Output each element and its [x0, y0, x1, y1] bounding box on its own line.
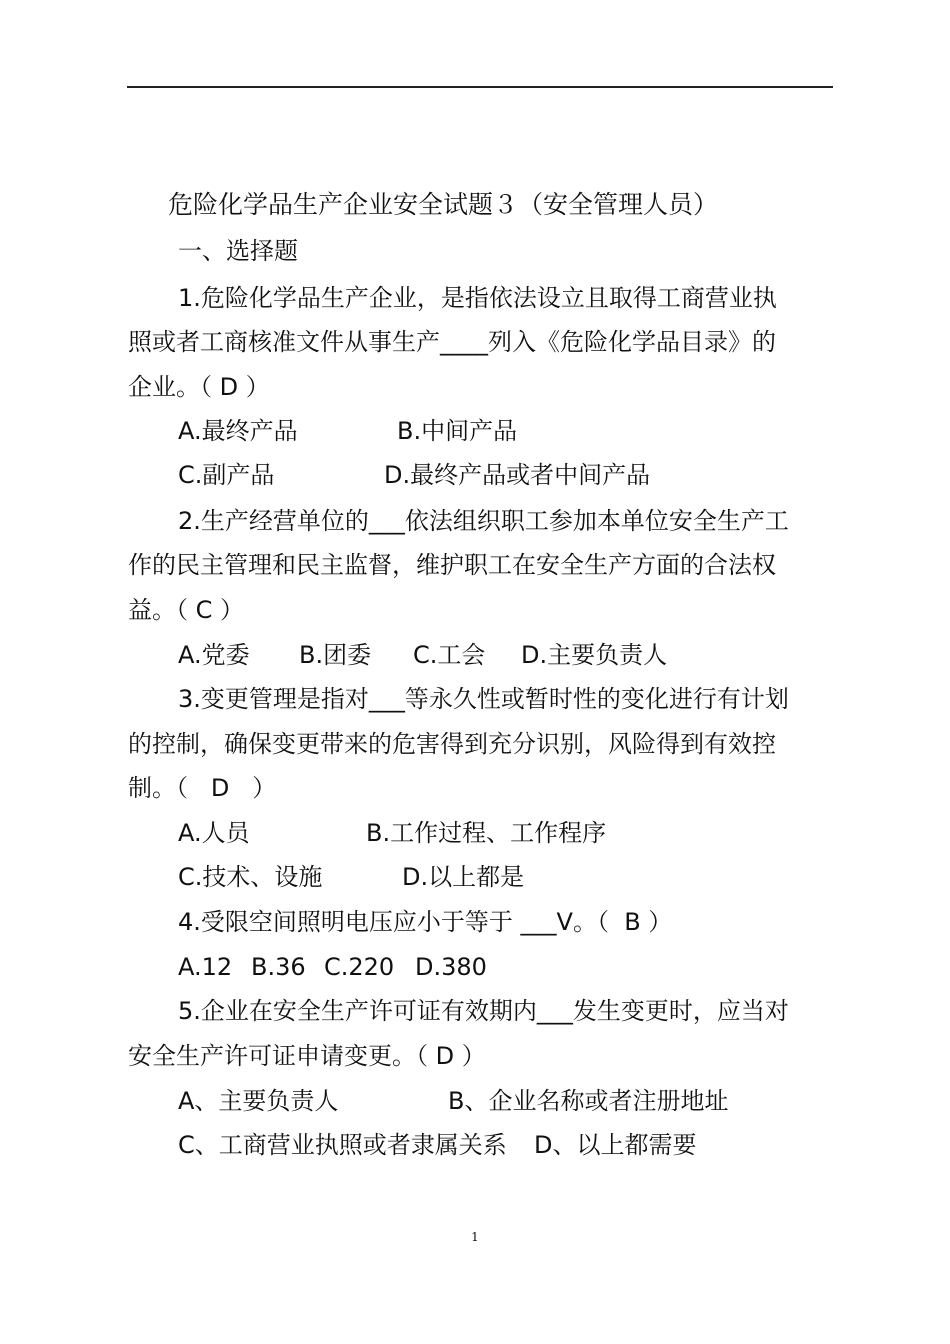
document-title: 危险化学品生产企业安全试题３（安全管理人员） — [168, 190, 719, 219]
question-4-line-1: 4.受限空间照明电压应小于等于 ___V。（ B ） — [178, 908, 673, 936]
section-heading: 一、选择题 — [178, 237, 298, 265]
question-2-line-2: 作的民主管理和民主监督，维护职工在安全生产方面的合法权 — [128, 551, 776, 579]
question-4-option-d: D.380 — [415, 953, 487, 981]
question-2-option-b: B.团委 — [299, 641, 372, 669]
question-3-line-2: 的控制，确保变更带来的危害得到充分识别，风险得到有效控 — [128, 730, 776, 758]
header-rule — [127, 86, 833, 88]
question-2-option-d: D.主要负责人 — [521, 641, 668, 669]
question-3-option-c: C.技术、设施 — [178, 863, 323, 891]
question-5-option-c: C、工商营业执照或者隶属关系 — [178, 1131, 507, 1159]
question-3-option-d: D.以上都是 — [402, 863, 525, 891]
question-1-option-d: D.最终产品或者中间产品 — [384, 461, 651, 489]
question-2-line-3: 益。（ C ） — [128, 596, 245, 624]
question-2-line-1: 2.生产经营单位的___依法组织职工参加本单位安全生产工 — [178, 507, 789, 535]
question-3-line-3: 制。（ D ） — [128, 774, 277, 802]
question-1-line-3: 企业。（ D ） — [128, 373, 270, 401]
question-1-line-2: 照或者工商核准文件从事生产____列入《危险化学品目录》的 — [128, 328, 776, 356]
page-number: 1 — [471, 1230, 479, 1244]
question-2-option-a: A.党委 — [178, 641, 250, 669]
question-1-line-1: 1.危险化学品生产企业，是指依法设立且取得工商营业执 — [178, 284, 777, 312]
question-1-option-c: C.副产品 — [178, 461, 275, 489]
question-5-line-2: 安全生产许可证申请变更。（ D ） — [128, 1042, 486, 1070]
question-2-option-c: C.工会 — [413, 641, 486, 669]
question-3-option-a: A.人员 — [178, 819, 250, 847]
question-3-line-1: 3.变更管理是指对___等永久性或暂时性的变化进行有计划 — [178, 685, 789, 713]
question-3-option-b: B.工作过程、工作程序 — [366, 819, 607, 847]
question-4-option-a: A.12 — [178, 953, 233, 981]
question-4-option-b: B.36 — [251, 953, 306, 981]
question-5-line-1: 5.企业在安全生产许可证有效期内___发生变更时，应当对 — [178, 997, 789, 1025]
question-5-option-a: A、主要负责人 — [178, 1087, 339, 1115]
question-4-option-c: C.220 — [324, 953, 395, 981]
question-5-option-d: D、以上都需要 — [534, 1131, 697, 1159]
question-1-option-b: B.中间产品 — [397, 417, 518, 445]
question-1-option-a: A.最终产品 — [178, 417, 298, 445]
question-5-option-b: B、企业名称或者注册地址 — [448, 1087, 729, 1115]
